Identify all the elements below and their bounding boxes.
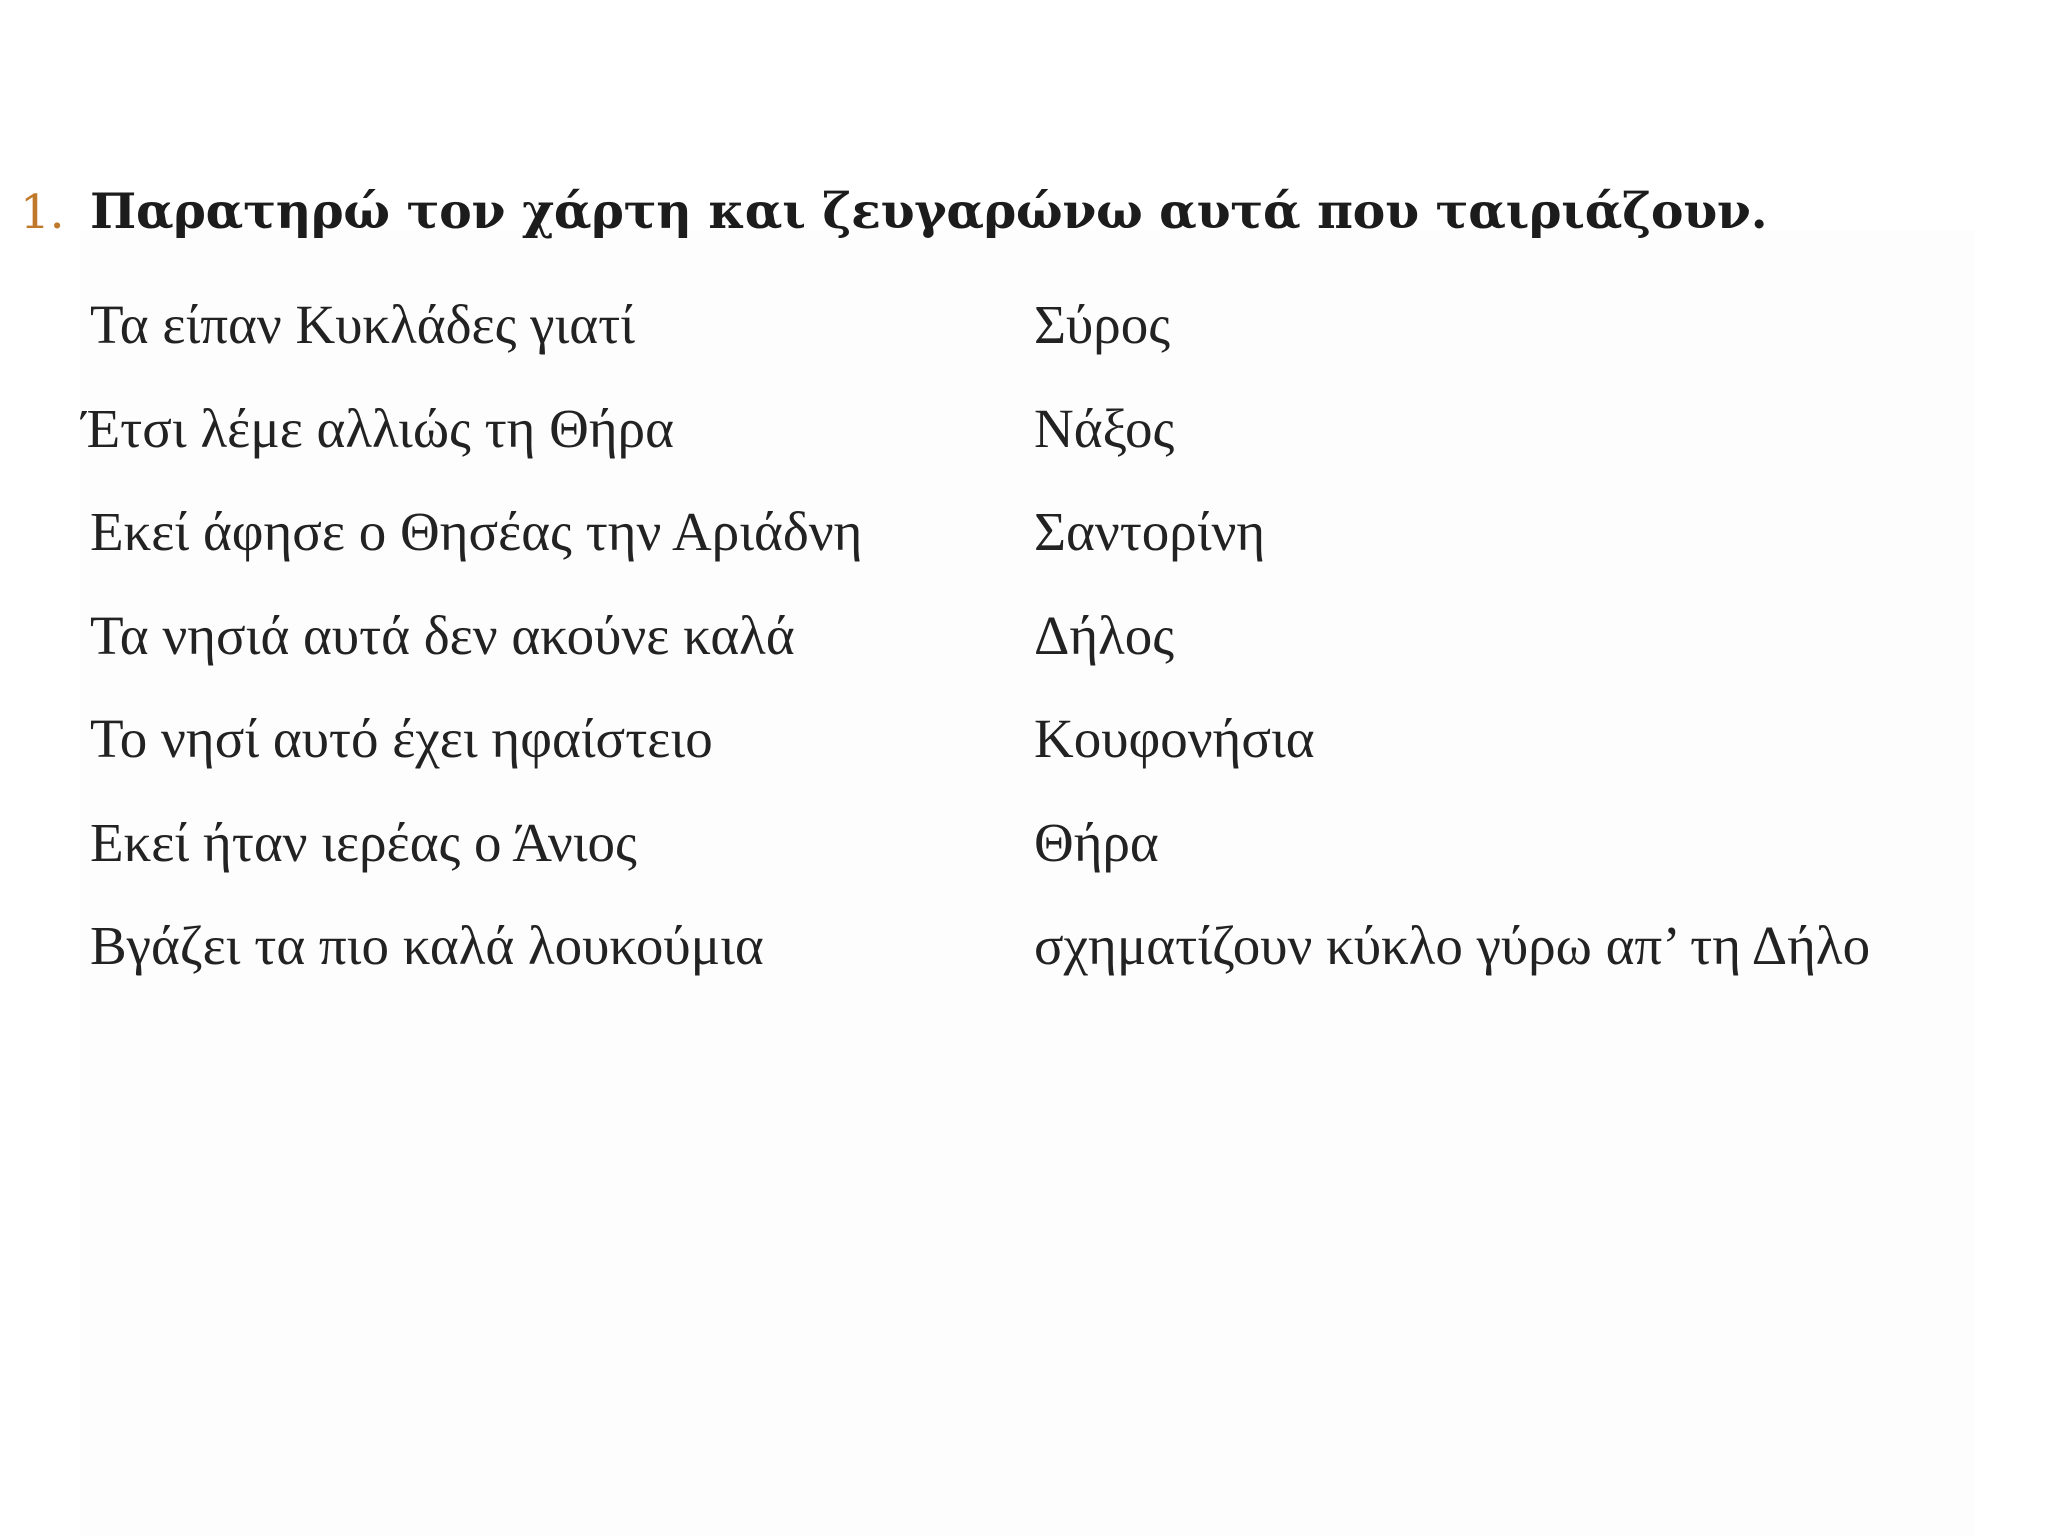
right-item: σχηματίζουν κύκλο γύρω απ’ τη Δήλο [1034,915,1871,976]
left-item: Τα νησιά αυτά δεν ακούνε καλά [90,604,795,666]
exercise-heading [20,182,1767,252]
left-item: Τα είπαν Κυκλάδες γιατί [90,294,635,355]
pair-row [0,601,2048,705]
left-item: Εκεί άφησε ο Θησέας την Αριάδνη [90,501,863,562]
exercise-number: 1. [20,185,65,240]
left-item: Έτσι λέμε αλλιώς τη Θήρα [82,397,674,459]
exercise-instruction: Παρατηρώ τον χάρτη και ζευγαρώνω αυτά που ταιριάζουν. [90,182,1768,240]
pair-row [0,911,2048,1015]
pair-row [0,704,2048,808]
left-item: Βγάζει τα πιο καλά λουκούμια [90,915,764,976]
left-item: Εκεί ήταν ιερέας ο Άνιος [90,811,637,873]
right-item: Σαντορίνη [1034,501,1266,562]
pair-row [0,808,2048,912]
right-item: Σύρος [1034,294,1170,355]
right-item: Δήλος [1034,604,1175,666]
right-item: Νάξος [1034,397,1175,459]
right-item: Θήρα [1034,811,1159,873]
pairs-list [0,290,2048,1015]
pair-row [0,497,2048,601]
pair-row [0,394,2048,498]
pair-row [0,290,2048,394]
right-item: Κουφονήσια [1034,708,1315,769]
left-item: Το νησί αυτό έχει ηφαίστειο [90,708,713,769]
